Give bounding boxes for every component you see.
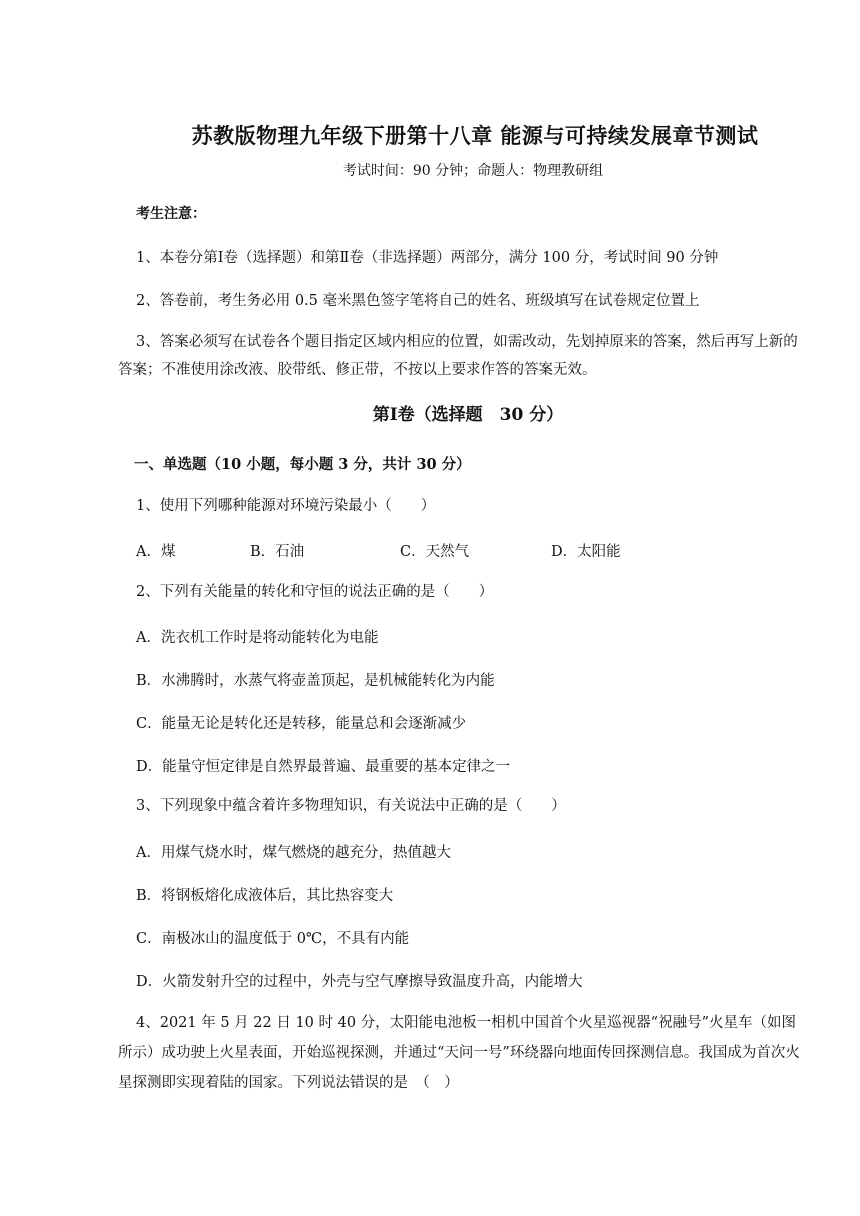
question-1-stem: 1、使用下列哪种能源对环境污染最小（ ） (136, 498, 436, 514)
question-3-option-b: B．将钢板熔化成液体后，其比热容变大 (136, 888, 394, 904)
section-title: 第Ⅰ卷（选择题 30 分） (372, 405, 564, 425)
part-heading: 一、单选题（10 小题，每小题 3 分，共计 30 分） (134, 456, 471, 473)
question-3-option-d: D．火箭发射升空的过程中，外壳与空气摩擦导致温度升高，内能增大 (136, 974, 583, 990)
question-2-option-c: C．能量无论是转化还是转移，能量总和会逐渐减少 (136, 716, 467, 732)
question-1-option-c: C．天然气 (400, 544, 470, 560)
question-2-option-a: A．洗衣机工作时是将动能转化为电能 (136, 630, 379, 646)
question-3-stem: 3、下列现象中蕴含着许多物理知识，有关说法中正确的是（ ） (136, 798, 566, 814)
notice-item-1: 1、本卷分第Ⅰ卷（选择题）和第Ⅱ卷（非选择题）两部分，满分 100 分，考试时间 90 分钟 (136, 250, 719, 266)
exam-subtitle: 考试时间：90 分钟；命题人：物理教研组 (342, 163, 604, 179)
question-3-option-c: C．南极冰山的温度低于 0℃，不具有内能 (136, 931, 410, 947)
exam-title: 苏教版物理九年级下册第十八章 能源与可持续发展章节测试 (191, 123, 759, 148)
question-4-stem: 4、2021 年 5 月 22 日 10 时 40 分，太阳能电池板一相机中国首个火星巡视器“祝融号”火星车（如图所示）成功驶上火星表面，开始巡视探测，并通过“天问一号”环绕器向地面传回探测信息。我国成为首次火星探测即实现着陆的国家。下列说法错误的是 （ ） (118, 1015, 800, 1091)
notice-item-3: 3、答案必须写在试卷各个题目指定区域内相应的位置，如需改动，先划掉原来的答案，然后再写上新的答案；不准使用涂改液、胶带纸、修正带，不按以上要求作答的答案无效。 (118, 334, 798, 378)
question-3-option-a: A．用煤气烧水时，煤气燃烧的越充分，热值越大 (136, 845, 451, 861)
notice-item-2: 2、答卷前，考生务必用 0.5 毫米黑色签字笔将自己的姓名、班级填写在试卷规定位置上 (136, 293, 700, 309)
question-1-option-a: A．煤 (136, 544, 176, 560)
question-2-stem: 2、下列有关能量的转化和守恒的说法正确的是（ ） (136, 584, 494, 600)
question-2-option-b: B．水沸腾时，水蒸气将壶盖顶起，是机械能转化为内能 (136, 673, 495, 689)
question-2-option-d: D．能量守恒定律是自然界最普遍、最重要的基本定律之一 (136, 759, 511, 775)
question-1-option-d: D．太阳能 (551, 544, 621, 560)
notice-heading: 考生注意： (136, 206, 206, 222)
question-1-option-b: B．石油 (250, 544, 305, 560)
